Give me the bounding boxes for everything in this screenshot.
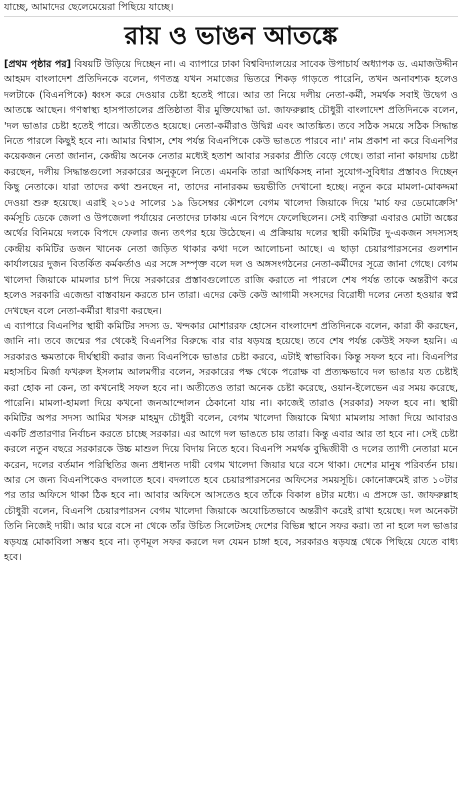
paragraph-text: বিষয়টি উড়িয়ে দিচ্ছেন না। এ ব্যাপারে ঢাকা বিশ্ববিদ্যালয়ের সাবেক উপাচার্য অধ্যাপক ড. এমাজউদ্দীন আহমদ বাংলাদেশ প্রতিদিনকে বলেন, গণতন্ত্র যখন সমাজের ভিতরে শিকড় গাড়তে পারেনি, তখন অনাবশ্যক হলেও দলটাকে (বিএনপিকে) ধ্বংস করে দেওয়ার চেষ্টা হতেই পারে। আর তা নিয়ে দলীয় নেতা-কর্মী, সমর্থক সবাই উদ্বেগ ও আতঙ্কে আছেন। গণস্বাস্থ্য হাসপাতালের প্রতিষ্ঠাতা বীর মুক্তিযোদ্ধা ডা. জাফরুল্লাহ চৌধুরী বাংলাদেশ প্রতিদিনকে বলেন, 'দল ভাঙার চেষ্টা হতেই পারে। অতীতেও হয়েছে। নেতা-কর্মীরাও উদ্বিগ্ন এবং আতঙ্কিত। তবে সঠিক সময়ে সঠিক সিদ্ধান্ত নিতে পারলে কিছুই হবে না। আমার বিশ্বাস, শেষ পর্যন্ত বিএনপিকে কেউ ভাঙতে পারবে না।' নাম প্রকাশ না করে বিএনপির কয়েকজন নেতা জানান, কেন্দ্রীয় অনেক নেতার মধ্যেই হতাশ আবার সরকার প্রীতি বেড়ে গেছে। তারা নানা কায়দায় চেষ্টা করছেন, দলীয় সিদ্ধান্তগুলো সরকারের অনুকূলে নিতে। এমনকি তারা আর্থিকসহ নানা সুযোগ-সুবিধার প্রস্তাবও দিচ্ছেন কিছু নেতাকে। যারা তাদের কথা শুনছেন না, তাদের নানারকম ভয়ভীতি দেখানো হচ্ছে। নতুন করে মামলা-মোকদ্দমা দেওয়া শুরু হয়েছে। এরাই ২০১৫ সালের ১৯ ডিসেম্বর কৌশলে বেগম খালেদা জিয়াকে দিয়ে 'মার্চ ফর ডেমোক্রেসি' কর্মসূচি ডেকে জেলা ও উপজেলা পর্যায়ের নেতাদের ঢাকায় এনে বিপদে ফেলেছিলেন। সেই ব্যক্তিরা এবারও মোটা অঙ্কের অর্থের বিনিময়ে দলকে বিপদে ফেলার জন্য তৎপর হয়ে উঠেছেন। এ প্রক্রিয়ায় দলের স্থায়ী কমিটির দু-একজন সদস্যসহ কেন্দ্রীয় কমিটির ডজন খানেক নেতা জড়িত থাকার কথা দলে আলোচনা আছে। এ ছাড়া চেয়ারপারসনের গুলশান কার্যালয়ের দুজন বিতর্কিত কর্মকর্তাও এর সঙ্গে সম্পৃক্ত বলে দল ও অঙ্গসংগঠনের নেতা-কর্মীদের সূত্রে জানা গেছে। বেগম খালেদা জিয়াকে মামলার চাপ দিয়ে সরকারের প্রস্তাবগুলোতে রাজি করাতে না পারলে শেষ পর্যন্ত তাকে অন্তরীণ করে হলেও সরকারি এজেন্ডা বাস্তবায়ন করতে চান তারা। এদের কেউ কেউ আগামী সংসদের বিরোধী দলের নেতা হওয়ার স্বপ্ন দেখছেন বলে নেতা-কর্মীরা ধারণা করছেন।	[4, 59, 458, 317]
article-body	[4, 57, 458, 785]
continued-from-label: [প্রথম পৃষ্ঠার পর]	[4, 59, 72, 70]
paragraph	[4, 57, 458, 319]
paragraph	[4, 319, 458, 566]
previous-article-tail: যাচ্ছে, আমাদের ছেলেমেয়েরা পিছিয়ে যাচ্ছে।	[4, 0, 458, 17]
paragraph-text: এ ব্যাপারে বিএনপির স্থায়ী কমিটির সদস্য ড. খন্দকার মোশাররফ হোসেন বাংলাদেশ প্রতিদিনকে বলেন, কারা কী করছেন, জানি না। তবে জন্মের পর থেকেই বিএনপির বিরুদ্ধে বার বার ষড়যন্ত্র হয়েছে। তবে শেষ পর্যন্ত কেউই সফল হয়নি। এ সরকারও ক্ষমতাকে দীর্ঘস্থায়ী করার জন্য বিএনপিকে ভাঙার চেষ্টা করবে, এটাই স্বাভাবিক। কিন্তু সফল হবে না। বিএনপির মহাসচিব মির্জা ফখরুল ইসলাম আলমগীর বলেন, সরকারের পক্ষ থেকে পরোক্ষ বা প্রত্যক্ষভাবে দল ভাঙার যত চেষ্টাই করা হোক না কেন, তা কখনোই সফল হবে না। অতীতেও তারা অনেক চেষ্টা করেছে, ওয়ান-ইলেভেন এর সময় করেছে, পারেনি। মামলা-হামলা দিয়ে কখনো জনআন্দোলন ঠেকানো যায় না। কাজেই তারাও (সরকার) সফল হবে না। স্থায়ী কমিটির অপর সদস্য আমির খসরু মাহমুদ চৌধুরী বলেন, বেগম খালেদা জিয়াকে মিথ্যা মামলায় সাজা দিয়ে আবারও একটি প্রতারণার নির্বাচন করতে চাচ্ছে সরকার। এর আগে দল ভাঙতে চায় তারা। কিন্তু এবার আর তা হবে না। সেই চেষ্টা করলে নতুন বছরে সরকারকে উচ্চ মাশুল দিয়ে বিদায় নিতে হবে। বিএনপি সমর্থক বুদ্ধিজীবী ও দলের ত্যাগী নেতারা মনে করেন, দলের বর্তমান পরিস্থিতির জন্য প্রধানত দায়ী বেগম খালেদা জিয়ার ঘরে বসে থাকা। দেশের মানুষ পরিবর্তন চায়। আর সে জন্য বিএনপিকেও বদলাতে হবে। বদলাতে হবে চেয়ারপারসনের অফিসের সময়সূচি। কোনোক্রমেই রাত ১০টার পর তার অফিসে থাকা ঠিক হবে না। আবার অফিসে আসতেও হবে তাঁকে বিকাল ৪টার মধ্যে। এ প্রসঙ্গে ডা. জাফরুল্লাহ চৌধুরী বলেন, বিএনপি চেয়ারপারসন বেগম খালেদা জিয়াকে অযোচিতভাবে অন্তরীণ করেই রাখা হয়েছে। দল অনেকটা তিনি নিজেই দায়ী। আর ঘরে বসে না থেকে তাঁর উচিত সিলেটসহ দেশের বিভিন্ন স্থানে সফর করা। তা না হলে দল ভাঙার ষড়যন্ত্র মোকাবিলা সম্ভব হবে না। তৃণমূল সফর করলে দল যেমন চাঙ্গা হবে, সরকারও ষড়যন্ত্র থেকে পিছিয়ে যেতে বাধ্য হবে।	[4, 320, 458, 563]
headline: রায় ও ভাঙন আতঙ্কে	[124, 21, 338, 50]
